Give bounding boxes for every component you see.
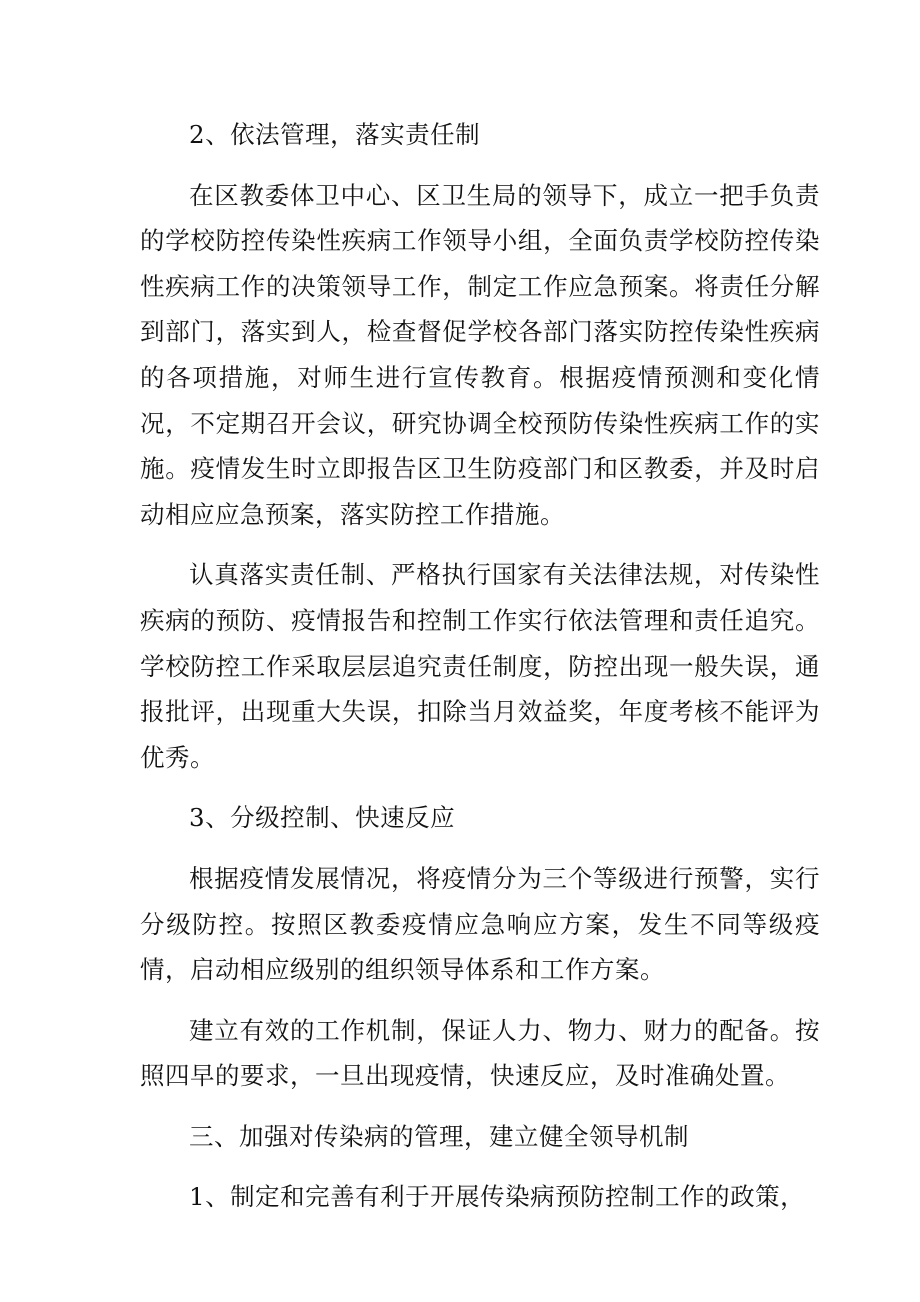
section-heading-disease-management: 三、加强对传染病的管理，建立健全领导机制 <box>189 1121 689 1151</box>
body-paragraph-work-mechanism: 建立有效的工作机制，保证人力、物力、财力的配备。按照四早的要求，一旦出现疫情，快速反应，及时准确处置。 <box>140 1015 820 1091</box>
body-paragraph-responsibility-system: 认真落实责任制、严格执行国家有关法律法规，对传染性疾病的预防、疫情报告和控制工作实行依法管理和责任追究。学校防控工作采取层层追究责任制度，防控出现一般失误，通报批评，出现重大失误，扣除当月效益奖，年度考核不能评为优秀。 <box>140 560 820 772</box>
body-paragraph-leadership-group: 在区教委体卫中心、区卫生局的领导下，成立一把手负责的学校防控传染性疾病工作领导小组，全面负责学校防控传染性疾病工作的决策领导工作，制定工作应急预案。将责任分解到部门，落实到人，检查督促学校各部门落实防控传染性疾病的各项措施，对师生进行宣传教育。根据疫情预测和变化情况，不定期召开会议，研究协调全校预防传染性疾病工作的实施。疫情发生时立即报告区卫生防疫部门和区教委，并及时启动相应应急预案，落实防控工作措施。 <box>140 180 820 529</box>
section-heading-graded-control: 3、分级控制、快速反应 <box>189 803 456 833</box>
body-paragraph-graded-warning: 根据疫情发展情况，将疫情分为三个等级进行预警，实行分级防控。按照区教委疫情应急响应方案，发生不同等级疫情，启动相应级别的组织领导体系和工作方案。 <box>140 863 820 985</box>
body-paragraph-policy-list-item: 1、制定和完善有利于开展传染病预防控制工作的政策， <box>189 1182 806 1212</box>
section-heading-legal-management: 2、依法管理，落实责任制 <box>189 120 481 149</box>
